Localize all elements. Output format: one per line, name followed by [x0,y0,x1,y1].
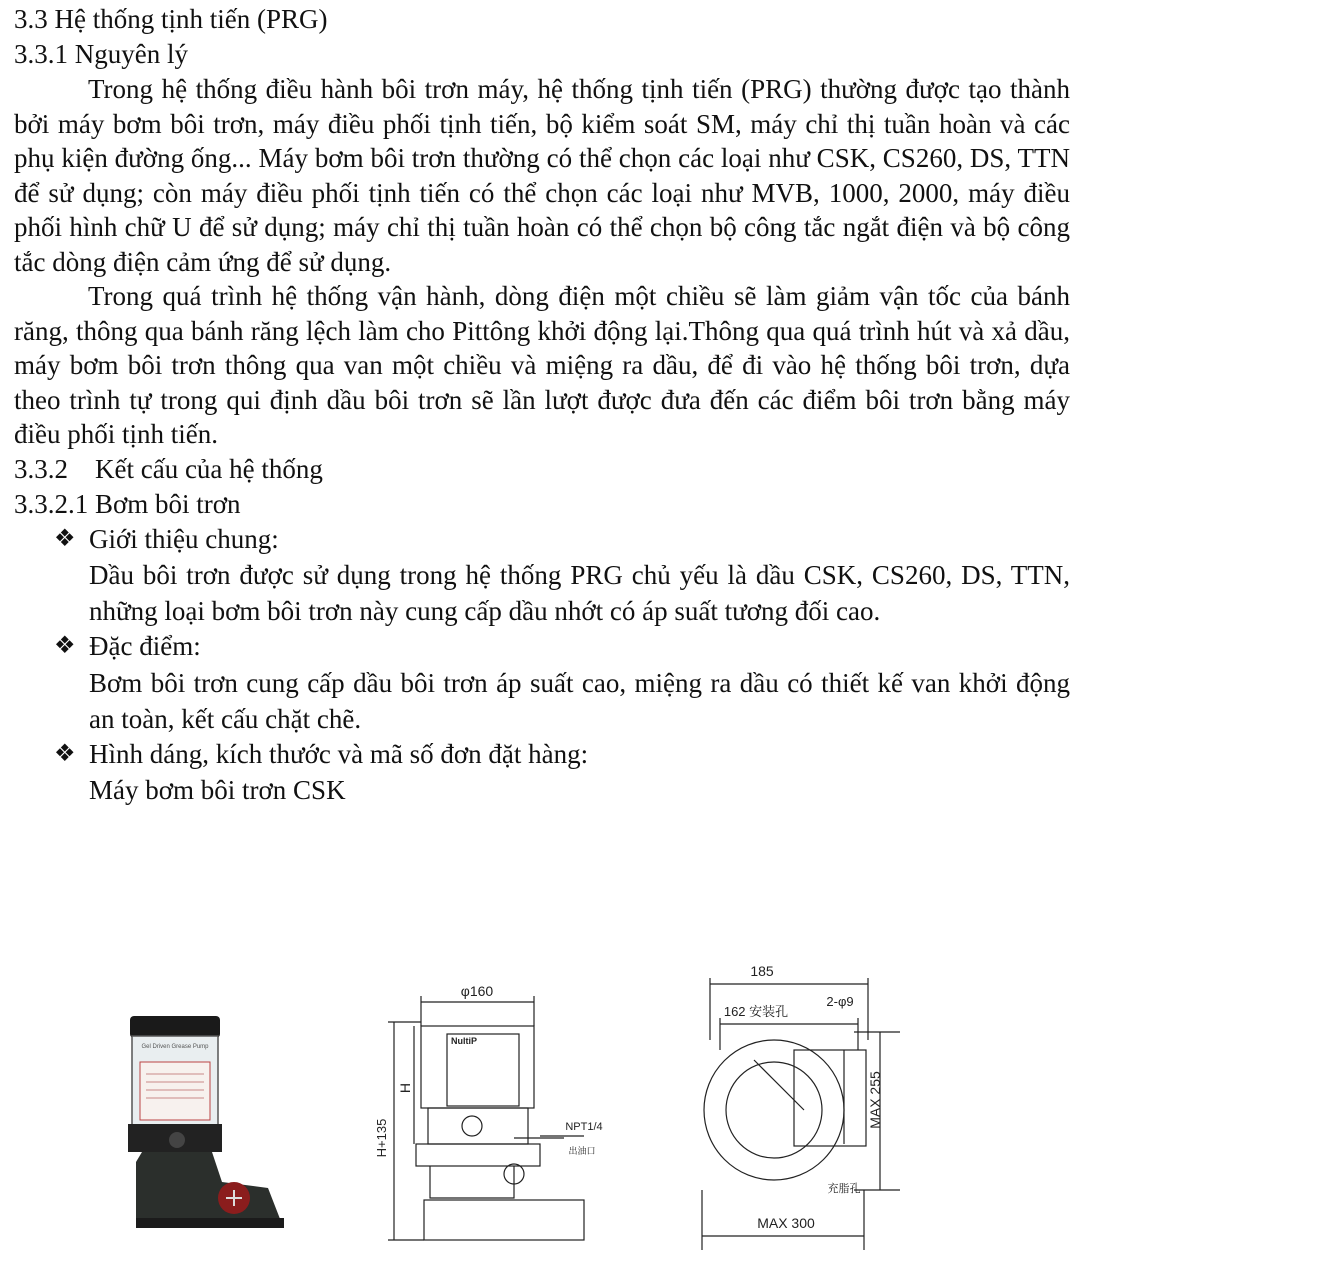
section-heading-3-3-2: 3.3.2 Kết cấu của hệ thống [14,453,323,484]
bullet-introduction-text: Dầu bôi trơn được sử dụng trong hệ thống PRG chủ yếu là dầu CSK, CS260, DS, TTN, những loại bơm bôi trơn này cung cấp dầu nhớt có áp suất tương đối cao. [89,560,1070,626]
diameter-label: φ160 [460,983,494,999]
bullet-shape-size-text: Máy bơm bôi trơn CSK [89,775,346,805]
height-h-label: H [397,1082,413,1094]
figures-row [0,960,1333,1256]
max-255-label: MAX 255 [867,1071,883,1129]
document-page [14,0,1070,808]
diamond-bullet-icon: ❖ [54,633,76,659]
paragraph-text: Trong hệ thống điều hành bôi trơn máy, hệ thống tịnh tiến (PRG) thường được tạo thành bởi máy bơm bôi trơn, máy điều phối tịnh tiến, bộ kiểm soát SM, máy chỉ thị tuần hoàn và các phụ kiện đường ống... Máy bơm bôi trơn thường có thể chọn các loại như CSK, CS260, DS, TTN để sử dụng; còn máy điều phối tịnh tiến có thể chọn các loại như MVB, 1000, 2000, máy điều phối hình chữ U để sử dụng; máy chỉ thị tuần hoàn có thể chọn bộ công tắc ngắt điện và bộ công tắc dòng điện cảm ứng để sử dụng. [14,74,1070,277]
diamond-bullet-icon: ❖ [54,740,76,767]
section-heading-3-3: 3.3 Hệ thống tịnh tiến (PRG) [14,4,328,34]
max-300-label: MAX 300 [757,1215,815,1231]
section-heading-3-3-2-1: 3.3.2.1 Bơm bôi trơn [14,488,241,519]
paragraph-principle-1 [14,72,1070,279]
pump-front-view-drawing [364,978,604,1268]
holes-label: 2-φ9 [826,994,854,1009]
pump-photo [122,1012,292,1242]
pump-label: Gel Driven Grease Pump [141,1044,209,1050]
section-heading-3-3-1: 3.3.1 Nguyên lý [14,39,188,69]
bullet-features [14,629,1070,665]
bullet-title: Hình dáng, kích thước và mã số đơn đặt hàng: [89,738,589,769]
bullet-shape-size [14,737,1070,773]
width-185-label: 185 [750,963,774,979]
paragraph-text: Trong quá trình hệ thống vận hành, dòng điện một chiều sẽ làm giảm vận tốc của bánh răng, thông qua bánh răng lệch làm cho Pittông khởi động lại.Thông qua quá trình hút và xả dầu, máy bơm bôi trơn thông qua van một chiều và miệng ra dầu, để đi vào hệ thống bôi trơn, dựa theo trình tự trong qui định dầu bôi trơn sẽ lần lượt được đưa đến các điểm bôi trơn bằng máy điều phối tịnh tiến. [14,281,1070,449]
mounting-162-label: 162 安装孔 [723,1004,789,1019]
pump-top-view-drawing [694,960,914,1256]
npt-label: NPT1/4 [565,1121,603,1133]
bullet-features-text: Bơm bôi trơn cung cấp dầu bôi trơn áp suất cao, miệng ra dầu có thiết kế van khởi động an toàn, kết cấu chặt chẽ. [89,667,1070,734]
paragraph-principle-2 [14,279,1070,452]
height-h135-label: H+135 [374,1118,389,1158]
brand-label: NultiP [451,1036,477,1046]
bullet-title: Đặc điểm: [89,631,201,661]
bullet-title: Giới thiệu chung: [89,523,279,554]
outlet-label: 出油口 [568,1146,596,1156]
bullet-introduction [14,522,1070,558]
diamond-bullet-icon: ❖ [54,525,76,552]
fill-port-label: 充脂孔 [827,1183,861,1195]
